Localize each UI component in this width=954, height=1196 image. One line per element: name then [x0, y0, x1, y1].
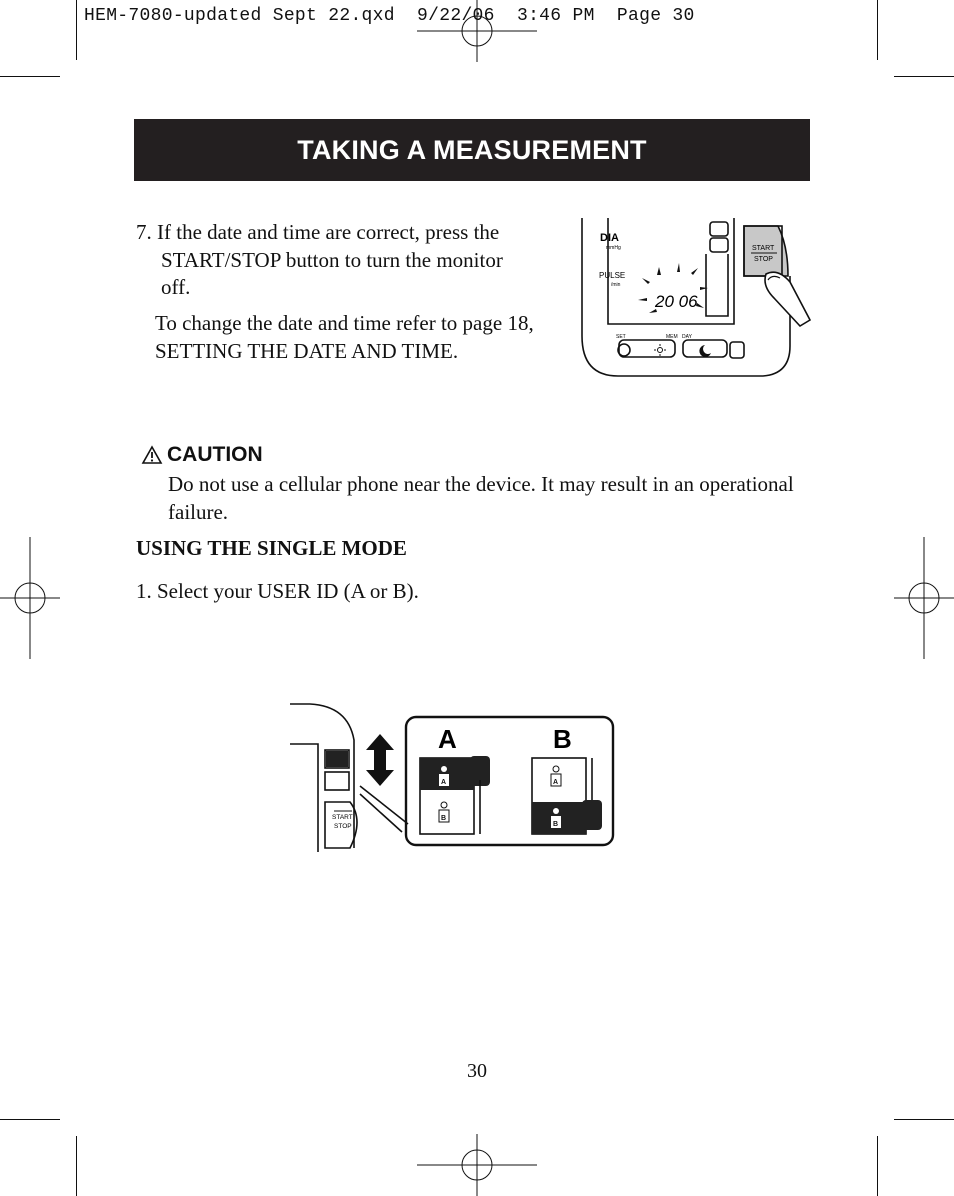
step-1-text: 1. Select your USER ID (A or B).: [136, 579, 419, 603]
memory-label: MEM: [666, 334, 678, 340]
page-number: 30: [467, 1060, 487, 1082]
display-digits: 20 06: [655, 292, 698, 311]
section-title: TAKING A MEASUREMENT: [297, 134, 647, 165]
caution-title: CAUTION: [167, 443, 263, 466]
warning-triangle-icon: [142, 446, 162, 464]
dia-label: DIA: [600, 232, 619, 244]
user-id-illustration: [288, 700, 618, 865]
step-7: [136, 219, 536, 302]
start-label: START: [752, 245, 775, 252]
set-label: SET: [616, 334, 626, 340]
print-slug: HEM-7080-updated Sept 22.qxd 9/22/06 3:46 PM Page 30: [84, 6, 695, 26]
slot-b-label-2: B: [553, 821, 559, 828]
stop-label-2: STOP: [334, 823, 352, 830]
day-label: DAY: [682, 334, 692, 340]
monitor-illustration: [578, 216, 818, 381]
caution-text: Do not use a cellular phone near the device. It may result in an operational failure.: [168, 472, 794, 524]
stop-label: STOP: [754, 256, 773, 263]
caution-heading: [142, 443, 263, 467]
moon-icon: [699, 345, 711, 357]
pressing-finger: [765, 272, 810, 326]
slot-a-label: A: [441, 779, 447, 786]
dia-unit: mmHg: [606, 245, 621, 251]
up-down-arrow-icon: [366, 734, 394, 786]
single-mode-heading: USING THE SINGLE MODE: [136, 536, 407, 560]
pulse-unit: /min: [611, 282, 621, 288]
slot-b-label: B: [441, 815, 447, 822]
user-a-label: A: [438, 724, 457, 754]
sun-icon: [654, 344, 666, 356]
slot-a-label-2: A: [553, 779, 559, 786]
refer-text: To change the date and time refer to page 18, SETTING THE DATE AND TIME.: [155, 311, 534, 363]
step-7-text: 7. If the date and time are correct, press the START/STOP button to turn the monitor off.: [136, 220, 503, 299]
section-banner: [134, 119, 810, 181]
user-b-label: B: [553, 724, 572, 754]
pulse-label: PULSE: [599, 271, 626, 280]
start-label-2: START: [332, 814, 353, 821]
